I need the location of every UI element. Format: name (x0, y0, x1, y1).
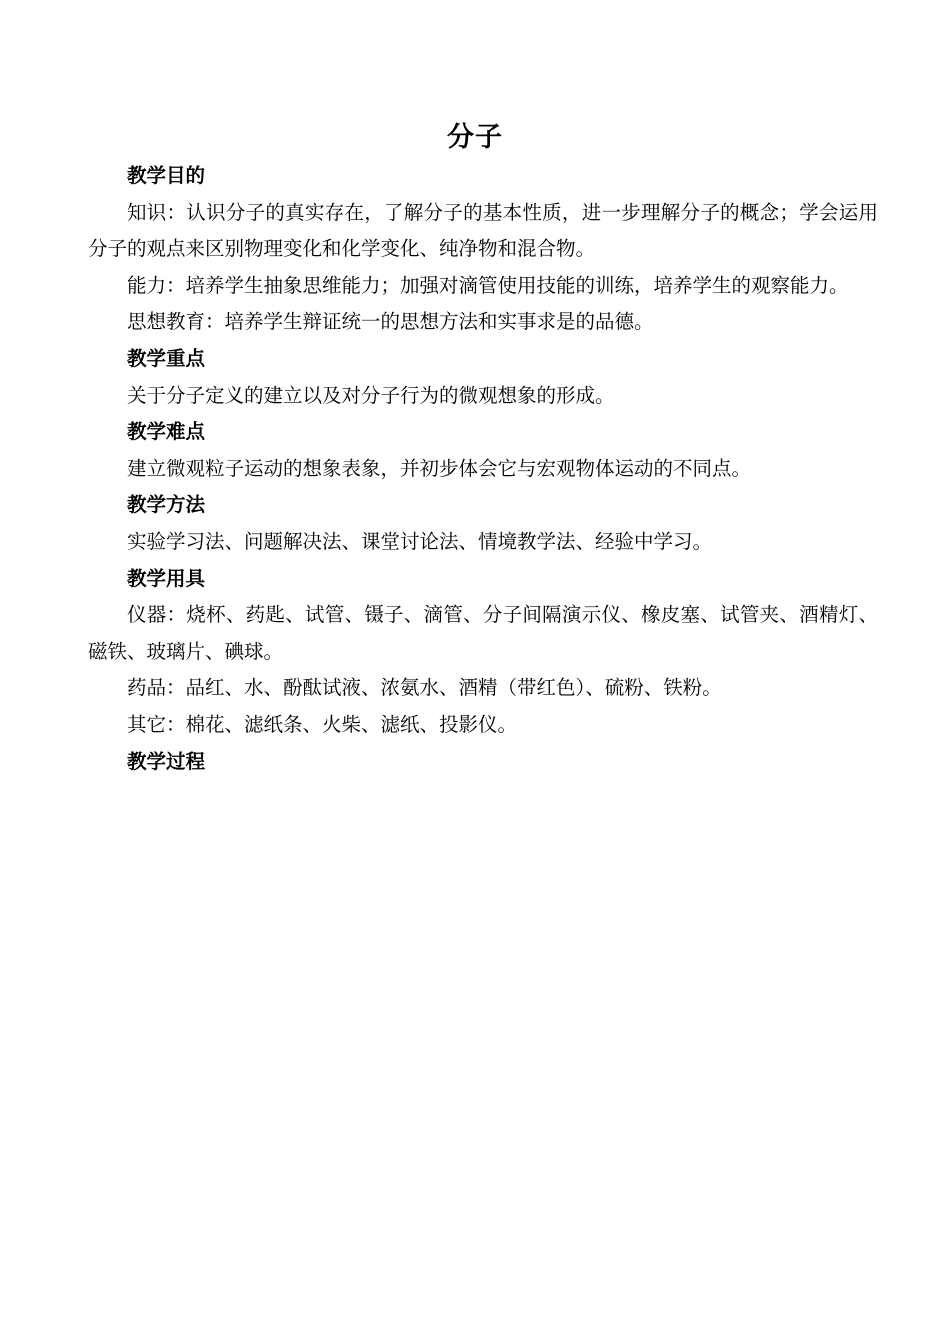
paragraph-ability: 能力：培养学生抽象思维能力；加强对滴管使用技能的训练，培养学生的观察能力。 (127, 273, 849, 297)
heading-key-points: 教学重点 (127, 346, 206, 370)
heading-methods: 教学方法 (127, 493, 206, 517)
paragraph-others: 其它：棉花、滤纸条、火柴、滤纸、投影仪。 (127, 712, 518, 736)
paragraph-ideology: 思想教育：培养学生辩证统一的思想方法和实事求是的品德。 (127, 310, 654, 334)
heading-tools: 教学用具 (127, 566, 206, 590)
paragraph-methods: 实验学习法、问题解决法、课堂讨论法、情境教学法、经验中学习。 (127, 529, 713, 553)
paragraph-chemicals: 药品：品红、水、酚酞试液、浓氨水、酒精（带红色）、硫粉、铁粉。 (127, 676, 722, 700)
paragraph-instruments: 仪器：烧杯、药匙、试管、镊子、滴管、分子间隔演示仪、橡皮塞、试管夹、酒精灯、磁铁、玻璃片、碘球。 (88, 603, 878, 663)
document-title: 分子 (447, 122, 503, 153)
paragraph-knowledge: 知识：认识分子的真实存在，了解分子的基本性质，进一步理解分子的概念；学会运用分子的观点来区别物理变化和化学变化、纯净物和混合物。 (88, 200, 878, 261)
paragraph-difficulties: 建立微观粒子运动的想象表象，并初步体会它与宏观物体运动的不同点。 (127, 456, 752, 480)
document-body (88, 158, 878, 780)
paragraph-key-points: 关于分子定义的建立以及对分子行为的微观想象的形成。 (127, 383, 615, 407)
heading-process: 教学过程 (127, 749, 206, 773)
heading-difficulties: 教学难点 (127, 420, 206, 444)
heading-objectives: 教学目的 (127, 164, 206, 187)
